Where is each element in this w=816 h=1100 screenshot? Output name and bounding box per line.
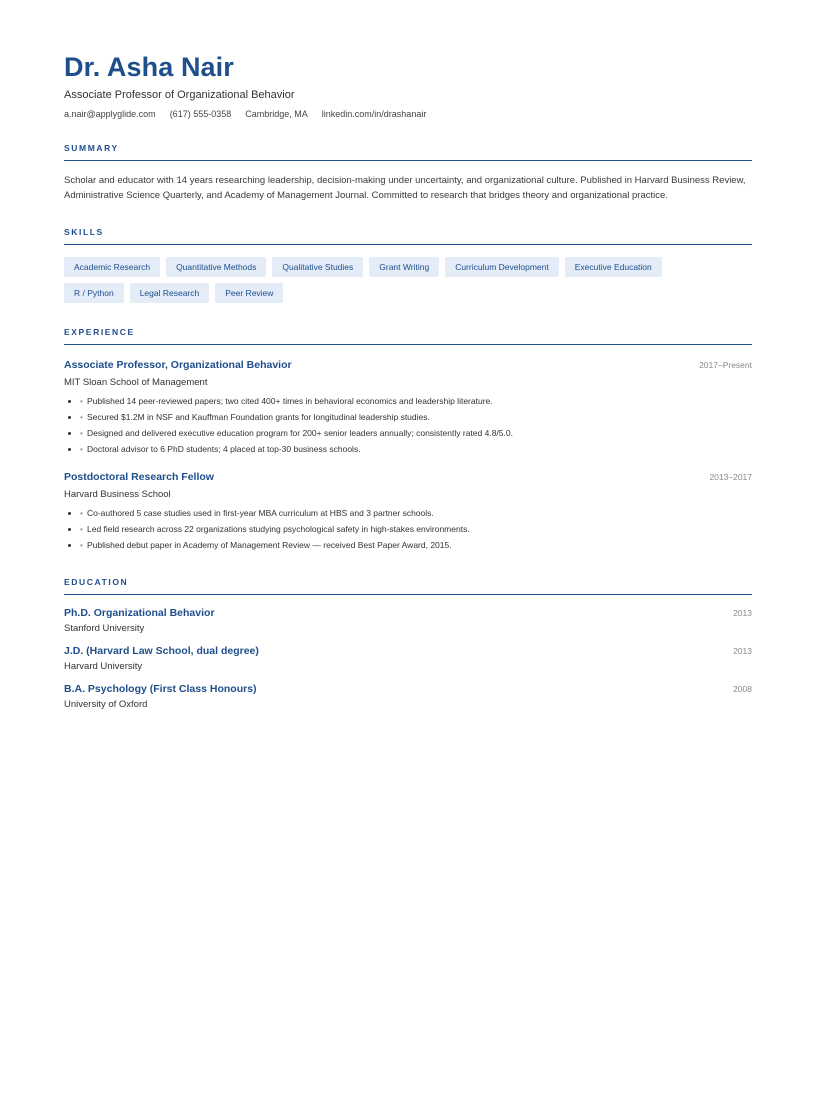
job-bullet: • • Published debut paper in Academy of Management Review — received Best Paper Award, 2015. bbox=[80, 537, 752, 553]
experience-heading: EXPERIENCE bbox=[64, 327, 752, 345]
job-header bbox=[64, 359, 752, 371]
education-degree: Ph.D. Organizational Behavior bbox=[64, 607, 215, 619]
experience-section bbox=[64, 327, 752, 553]
job-title: Postdoctoral Research Fellow bbox=[64, 471, 214, 483]
job-bullets bbox=[64, 393, 752, 457]
education-year: 2013 bbox=[733, 646, 752, 656]
job-bullet: • • Led field research across 22 organizations studying psychological safety in high-stakes environments. bbox=[80, 521, 752, 537]
education-header bbox=[64, 683, 752, 695]
contact-phone: (617) 555-0358 bbox=[169, 109, 232, 119]
job-bullets bbox=[64, 505, 752, 553]
education-school: University of Oxford bbox=[64, 699, 148, 710]
contact-email[interactable]: a.nair@applyglide.com bbox=[64, 109, 156, 119]
job-bullet: • • Published 14 peer-reviewed papers; two cited 400+ times in behavioral economics and leadership literature. bbox=[80, 393, 752, 409]
education-entry bbox=[64, 607, 752, 634]
job-organization: MIT Sloan School of Management bbox=[64, 377, 208, 388]
contact-linkedin[interactable]: linkedin.com/in/drashanair bbox=[321, 109, 427, 119]
skill-chip: Curriculum Development bbox=[445, 257, 559, 277]
job-entry bbox=[64, 471, 752, 553]
contact-location: Cambridge, MA bbox=[245, 109, 308, 119]
job-bullet: • • Co-authored 5 case studies used in first-year MBA curriculum at HBS and 3 partner schools. bbox=[80, 505, 752, 521]
skills-heading: SKILLS bbox=[64, 227, 752, 245]
skills-section bbox=[64, 227, 752, 303]
skill-chip: Academic Research bbox=[64, 257, 160, 277]
education-entry bbox=[64, 683, 752, 710]
summary-section bbox=[64, 143, 752, 203]
job-bullet: • • Designed and delivered executive education program for 200+ senior leaders annually; consistently rated 4.8/5.0. bbox=[80, 425, 752, 441]
skill-chip: Peer Review bbox=[215, 283, 283, 303]
job-dates: 2013–2017 bbox=[709, 472, 752, 482]
skill-chip: Legal Research bbox=[130, 283, 210, 303]
education-year: 2013 bbox=[733, 608, 752, 618]
education-year: 2008 bbox=[733, 684, 752, 694]
summary-text: Scholar and educator with 14 years researching leadership, decision-making under uncertainty, and organizational culture. Published in Harvard Business Review, Administrative Science Quarterly, and Academy of Management Journal. Committed to research that bridges theory and organizational practice. bbox=[64, 175, 746, 201]
skills-list bbox=[64, 257, 704, 303]
education-school: Stanford University bbox=[64, 623, 145, 634]
education-header bbox=[64, 645, 752, 657]
skill-chip: Grant Writing bbox=[369, 257, 439, 277]
skill-chip: Quantitative Methods bbox=[166, 257, 266, 277]
job-bullet: • • Secured $1.2M in NSF and Kauffman Foundation grants for longitudinal leadership studies. bbox=[80, 409, 752, 425]
candidate-name: Dr. Asha Nair bbox=[64, 52, 234, 82]
job-organization: Harvard Business School bbox=[64, 489, 171, 500]
skill-chip: Executive Education bbox=[565, 257, 662, 277]
education-entry bbox=[64, 645, 752, 672]
job-entry bbox=[64, 359, 752, 457]
education-degree: B.A. Psychology (First Class Honours) bbox=[64, 683, 257, 695]
skill-chip: Qualitative Studies bbox=[272, 257, 363, 277]
skill-chip: R / Python bbox=[64, 283, 124, 303]
education-header bbox=[64, 607, 752, 619]
candidate-headline: Associate Professor of Organizational Behavior bbox=[64, 89, 295, 101]
resume-header bbox=[64, 52, 752, 119]
job-bullet: • • Doctoral advisor to 6 PhD students; 4 placed at top-30 business schools. bbox=[80, 441, 752, 457]
job-header bbox=[64, 471, 752, 483]
education-school: Harvard University bbox=[64, 661, 143, 672]
job-title: Associate Professor, Organizational Behavior bbox=[64, 359, 292, 371]
education-section bbox=[64, 577, 752, 710]
education-degree: J.D. (Harvard Law School, dual degree) bbox=[64, 645, 259, 657]
education-heading: EDUCATION bbox=[64, 577, 752, 595]
contact-line bbox=[64, 109, 752, 119]
job-dates: 2017–Present bbox=[699, 360, 752, 370]
summary-heading: SUMMARY bbox=[64, 143, 752, 161]
